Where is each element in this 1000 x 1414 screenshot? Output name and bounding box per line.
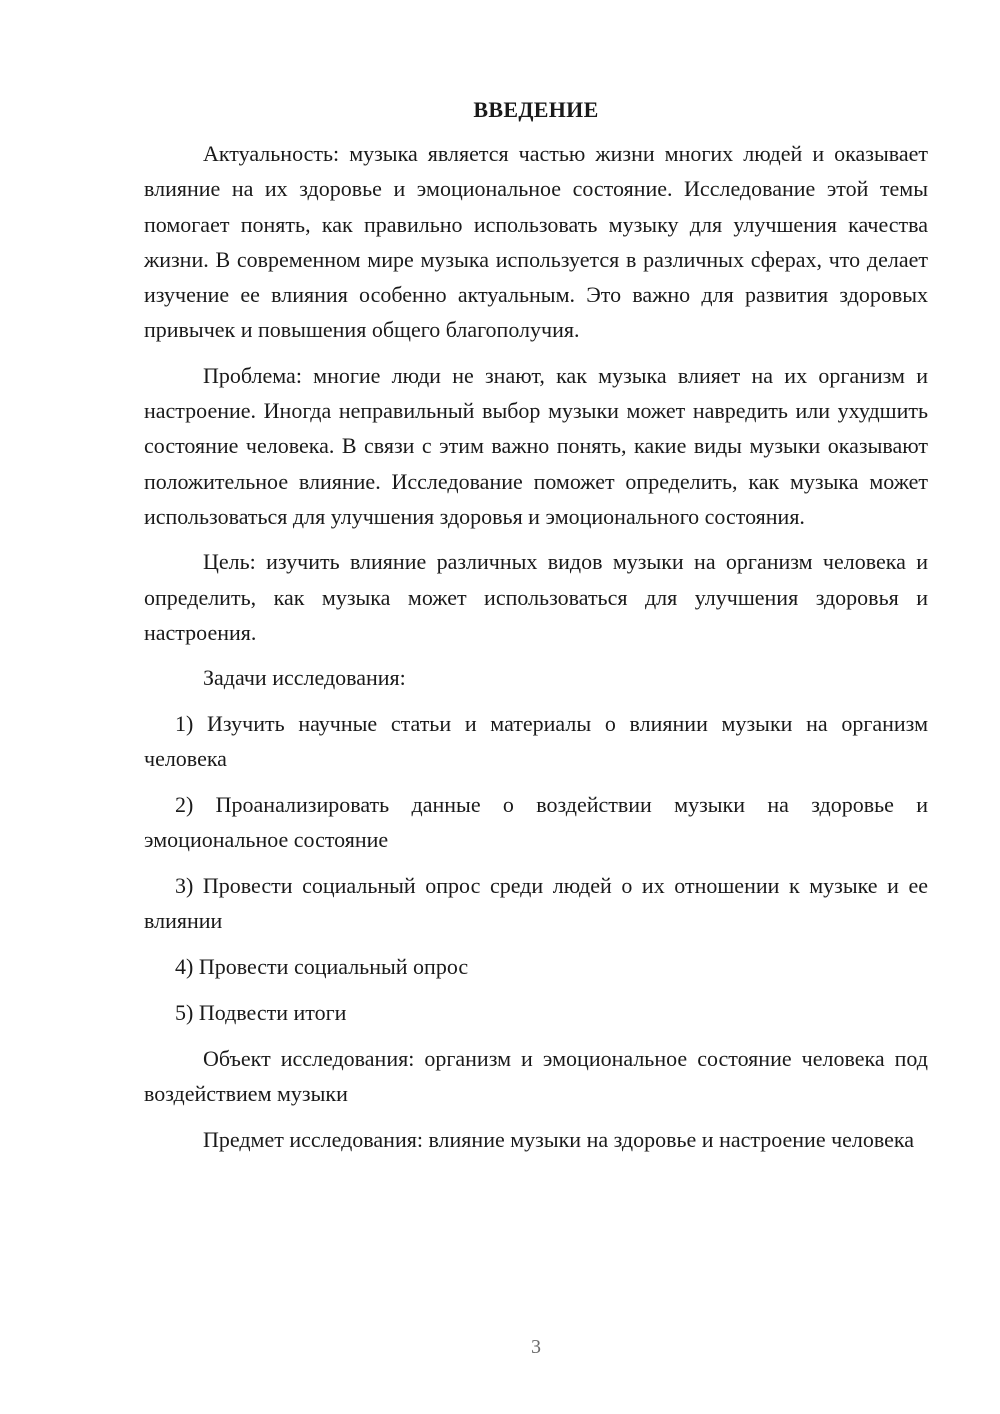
list-item-task-1: 1) Изучить научные статьи и материалы о влиянии музыки на организм человека xyxy=(144,710,928,772)
page-number: 3 xyxy=(531,1336,541,1358)
paragraph-goal: Цель: изучить влияние различных видов музыки на организм человека и определить, как музыка может использоваться для улучшения здоровья и настроения. xyxy=(144,549,928,645)
list-item-task-3: 3) Провести социальный опрос среди людей о их отношении к музыке и ее влиянии xyxy=(144,873,928,934)
paragraph-problem: Проблема: многие люди не знают, как музыка влияет на их организм и настроение. Иногда неправильный выбор музыки может навредить или ухудшить состояние человека. В связи с этим важно понять, какие виды музыки оказывают положительное влияние. Исследование поможет определить, как музыка может использоваться для улучшения здоровья и эмоционального состояния. xyxy=(144,362,928,529)
paragraph-relevance: Актуальность: музыка является частью жизни многих людей и оказывает влияние на их здоровье и эмоциональное состояние. Исследование этой темы помогает понять, как правильно использовать музыку для улучшения качества жизни. В современном мире музыка используется в различных сферах, что делает изучение ее влияния особенно актуальным. Это важно для развития здоровых привычек и повышения общего благополучия. xyxy=(144,141,928,343)
list-item-task-4: 4) Провести социальный опрос xyxy=(175,954,469,980)
list-item-task-2: 2) Проанализировать данные о воздействии музыки на здоровье и эмоциональное состояние xyxy=(144,792,928,853)
paragraph-subject: Предмет исследования: влияние музыки на здоровье и настроение человека xyxy=(203,1126,915,1152)
page-title: ВВЕДЕНИЕ xyxy=(473,97,599,122)
paragraph-object: Объект исследования: организм и эмоциональное состояние человека под воздействием музыки xyxy=(144,1045,928,1107)
page-content xyxy=(144,94,928,1157)
tasks-heading: Задачи исследования: xyxy=(203,665,406,691)
list-item-task-5: 5) Подвести итоги xyxy=(175,1000,347,1026)
